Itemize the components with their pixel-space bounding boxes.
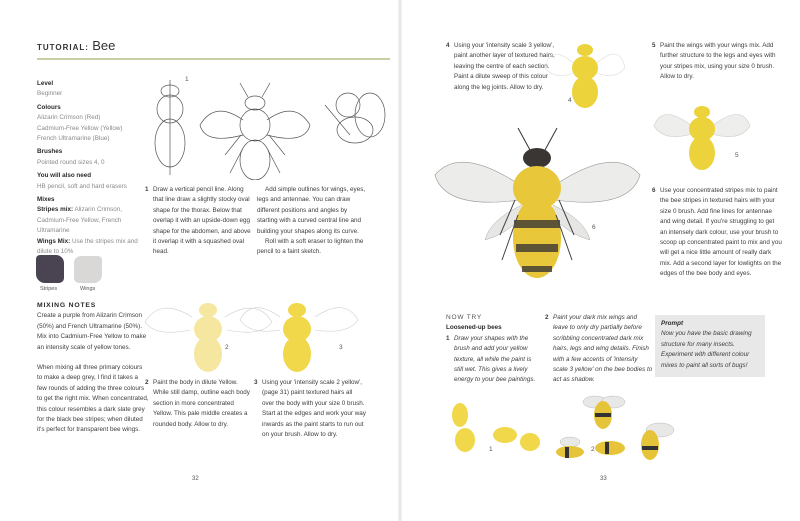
now-try-heading: NOW TRY: [446, 314, 483, 321]
title-rule: [37, 58, 390, 60]
step-1-continued: [257, 185, 367, 258]
wings-swatch: [74, 256, 102, 283]
figure-label-5: 5: [735, 152, 739, 159]
now-try-section: [446, 313, 541, 386]
step-3: [254, 378, 366, 440]
stripes-swatch-label: Stripes: [40, 286, 58, 292]
step-4: [446, 41, 559, 93]
prompt-text: Now you have the basic drawing structure for many insects. Experiment with different colour mixes to paint all sorts of bugs!: [661, 330, 752, 369]
figure-label-2: 2: [225, 344, 229, 351]
step-number: 2: [145, 379, 149, 386]
page-title: [37, 38, 115, 53]
wings-swatch-label: Wings: [80, 286, 96, 292]
step-text: Roll with a soft eraser to lighten the pencil to a faint sketch.: [257, 238, 364, 256]
step-text: Paint the wings with your wings mix. Add further structure to the legs and eyes with your stripes mix, using your size 0 brush. Allow to dry.: [660, 42, 776, 81]
step-text: Use your concentrated stripes mix to paint the bee stripes in textured hairs with your size 0 brush. Add fine lines for antennae and wing detail. If you're struggling to get an intensely dark colour, use your brush to scoop up concentrated paint to mix and you will get a nice little amount of really dark mix. Add a second layer for lowlights on the edges of the bee body and eyes.: [660, 187, 782, 278]
prompt-title: Prompt: [661, 320, 684, 327]
stripes-mix-value: Alizarin Crimson, Cadmium-Free Yellow, French Ultramarine: [37, 206, 123, 235]
page-number-left: 32: [192, 476, 199, 482]
figure-label-6: 6: [592, 224, 596, 231]
mixing-notes: [37, 301, 149, 436]
title-prefix: TUTORIAL:: [37, 43, 89, 52]
item-number: 1: [446, 334, 450, 342]
page-number-right: 33: [600, 476, 607, 482]
colours-label: Colours: [37, 103, 61, 111]
figure-label-now-try-2: 2: [591, 446, 595, 453]
step-number: 6: [652, 187, 656, 194]
now-try-subheading: Loosened-up bees: [446, 324, 502, 332]
now-try-item-1: [446, 334, 541, 386]
item-text: Draw your shapes with the brush and add your yellow texture, all while the paint is still wet. This gives a lively energy to your bee paintings.: [454, 334, 536, 384]
painted-bee-stages-2-3: [140, 292, 390, 374]
prompt-box: [655, 315, 765, 377]
mixing-notes-heading: MIXING NOTES: [37, 302, 97, 309]
mixes-label: Mixes: [37, 196, 55, 204]
stripes-mix-label: Stripes mix:: [37, 206, 74, 214]
loose-bees-illustration: [445, 390, 695, 475]
step-number: 1: [145, 186, 149, 193]
brushes-label: Brushes: [37, 148, 63, 156]
step-2: [145, 378, 253, 430]
wings-mix-value: Use the stripes mix and dilute to 10%: [37, 237, 138, 256]
step-number: 5: [652, 42, 656, 49]
step-text: Paint the body in dilute Yellow. While still damp, outline each body section in more concentrated Yellow. This pale middle creates a rounded body. Allow to dry.: [153, 379, 250, 428]
pencil-sketch-illustration: [145, 75, 395, 180]
book-gutter: [398, 0, 402, 521]
colour-item: Alizarin Crimson (Red): [37, 114, 101, 122]
bee-stage-4-illustration: [545, 38, 625, 110]
level-value: Beginner: [37, 90, 63, 98]
mixing-notes-paragraph: Create a purple from Alizarin Crimson (50%) and French Ultramarine (50%). Mix into Cadmium-Free Yellow to make an intensity scale of yellow tones.: [37, 312, 147, 351]
figure-label-1: 1: [185, 76, 189, 83]
colour-item: French Ultramarine (Blue): [37, 135, 110, 143]
finished-bee-illustration: [430, 120, 645, 295]
need-label: You will also need: [37, 172, 92, 180]
step-5: [652, 41, 780, 83]
item-text: Paint your dark mix wings and leave to only dry partially before scribbling concentrated dark mix hairs, legs and wing details. Finish with a few accents of 'intensity scale 3 yellow' on the bee bodies to act as shadow.: [553, 314, 653, 384]
bee-stage-5-illustration: [652, 98, 752, 173]
level-label: Level: [37, 80, 54, 87]
step-6: [652, 186, 782, 280]
step-text: Draw a vertical pencil line. Along that line draw a slightly stocky oval shape for the thorax. Below that overlap it with an upside-down egg shape for the abdomen, and above it overlap it with a squashed oval head.: [153, 186, 251, 256]
figure-label-3: 3: [339, 344, 343, 351]
now-try-item-2: [545, 313, 653, 386]
step-text: Add simple outlines for wings, eyes, legs and antennae. You can draw different positions and angles by starting with a curved central line and building your shapes along its curve.: [257, 186, 366, 235]
figure-label-4: 4: [568, 97, 572, 104]
step-number: 4: [446, 42, 450, 49]
colour-item: Cadmium-Free Yellow (Yellow): [37, 124, 123, 132]
step-text: Using your 'intensity scale 2 yellow', (page 31) paint textured hairs all over the body with your size 0 brush. Start at the edges and work your way inwards as the paint starts to run out on your brush. Allow to dry.: [262, 379, 366, 439]
title-text: Bee: [92, 38, 116, 53]
stripes-swatch: [36, 255, 64, 283]
mixing-notes-paragraph: When mixing all three primary colours to make a deep grey, I find it takes a few rounds of adding the three colours to get the right mix. When concentrated, this colour resembles a dark slate grey for the black bee stripes; when diluted it's perfect for transparent bee wings.: [37, 364, 149, 434]
need-value: HB pencil, soft and hard erasers: [37, 182, 127, 190]
figure-label-now-try-1: 1: [489, 446, 493, 453]
brushes-value: Pointed round sizes 4, 0: [37, 158, 105, 166]
step-text: Using your 'intensity scale 3 yellow', paint another layer of textured hairs, leaving the centre of each section. Paint a dilute sweep of this colour along the leg joints. Allow to dry.: [454, 42, 555, 91]
step-1: [145, 185, 253, 258]
step-number: 3: [254, 379, 258, 386]
materials-sidebar: [37, 79, 142, 258]
wings-mix-label: Wings Mix:: [37, 237, 71, 245]
item-number: 2: [545, 314, 549, 321]
